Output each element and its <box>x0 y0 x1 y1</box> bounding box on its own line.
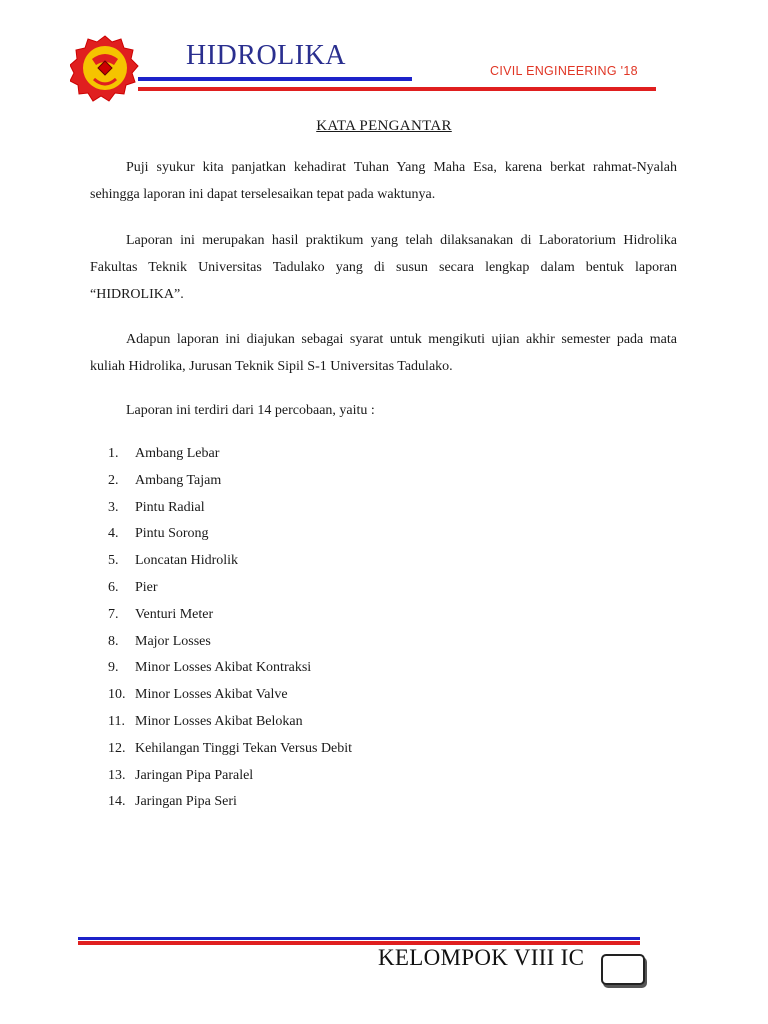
header-blue-line <box>138 77 412 81</box>
list-text: Ambang Lebar <box>135 446 220 461</box>
list-text: Kehilangan Tinggi Tekan Versus Debit <box>135 740 353 756</box>
list-text: Loncatan Hidrolik <box>135 553 239 569</box>
list-text: Jaringan Pipa Paralel <box>135 767 254 783</box>
list-number: 8. <box>108 633 119 649</box>
list-item <box>108 792 352 819</box>
list-number: 13. <box>108 767 126 783</box>
experiment-list <box>108 444 352 819</box>
list-item <box>108 685 352 712</box>
list-text: Pintu Radial <box>135 499 205 515</box>
list-item <box>108 658 352 685</box>
list-number: 6. <box>108 579 119 595</box>
list-item <box>108 524 352 551</box>
document-title: KATA PENGANTAR <box>316 118 452 134</box>
list-item <box>108 551 352 578</box>
header-title: HIDROLIKA <box>186 40 347 71</box>
list-number: 3. <box>108 499 119 515</box>
header-subtitle: CIVIL ENGINEERING '18 <box>490 64 638 78</box>
paragraph-lab: Laporan ini merupakan hasil praktikum yang telah dilaksanakan di Laboratorium Hidrolika Fakultas Teknik Universitas Tadulako yang di susun secara lengkap dalam bentuk laporan “HIDROLIKA”. <box>90 233 677 302</box>
list-item <box>108 471 352 498</box>
list-number: 4. <box>108 526 119 542</box>
university-emblem-icon <box>70 35 140 103</box>
list-item <box>108 739 352 766</box>
list-text: Jaringan Pipa Seri <box>135 794 237 810</box>
list-item <box>108 766 352 793</box>
list-text: Pier <box>135 579 158 595</box>
list-number: 14. <box>108 794 126 810</box>
list-item <box>108 578 352 605</box>
list-item <box>108 632 352 659</box>
list-text: Ambang Tajam <box>135 472 222 488</box>
list-number: 2. <box>108 472 119 488</box>
list-number: 7. <box>108 606 119 622</box>
list-item <box>108 712 352 739</box>
list-number: 10. <box>108 687 126 703</box>
page-number-box <box>601 954 645 985</box>
list-text: Minor Losses Akibat Valve <box>135 687 288 703</box>
list-text: Venturi Meter <box>135 606 214 622</box>
list-text: Pintu Sorong <box>135 526 209 542</box>
paragraph-list-intro: Laporan ini terdiri dari 14 percobaan, yaitu : <box>126 403 375 418</box>
paragraph-purpose: Adapun laporan ini diajukan sebagai syarat untuk mengikuti ujian akhir semester pada mata kuliah Hidrolika, Jurusan Teknik Sipil S-1 Universitas Tadulako. <box>90 332 677 374</box>
footer-blue-line <box>78 937 640 940</box>
list-item <box>108 498 352 525</box>
list-number: 1. <box>108 446 119 461</box>
list-number: 12. <box>108 740 126 756</box>
list-text: Minor Losses Akibat Belokan <box>135 713 303 729</box>
list-item <box>108 605 352 632</box>
list-item <box>108 444 352 471</box>
list-number: 5. <box>108 553 119 569</box>
paragraph-intro: Puji syukur kita panjatkan kehadirat Tuhan Yang Maha Esa, karena berkat rahmat-Nyalah sehingga laporan ini dapat terselesaikan tepat pada waktunya. <box>90 160 677 202</box>
header-red-line <box>138 87 656 91</box>
list-number: 11. <box>108 713 125 729</box>
list-text: Major Losses <box>135 633 211 649</box>
list-number: 9. <box>108 660 119 676</box>
footer-group-label: KELOMPOK VIII IC <box>378 945 585 970</box>
list-text: Minor Losses Akibat Kontraksi <box>135 660 312 676</box>
